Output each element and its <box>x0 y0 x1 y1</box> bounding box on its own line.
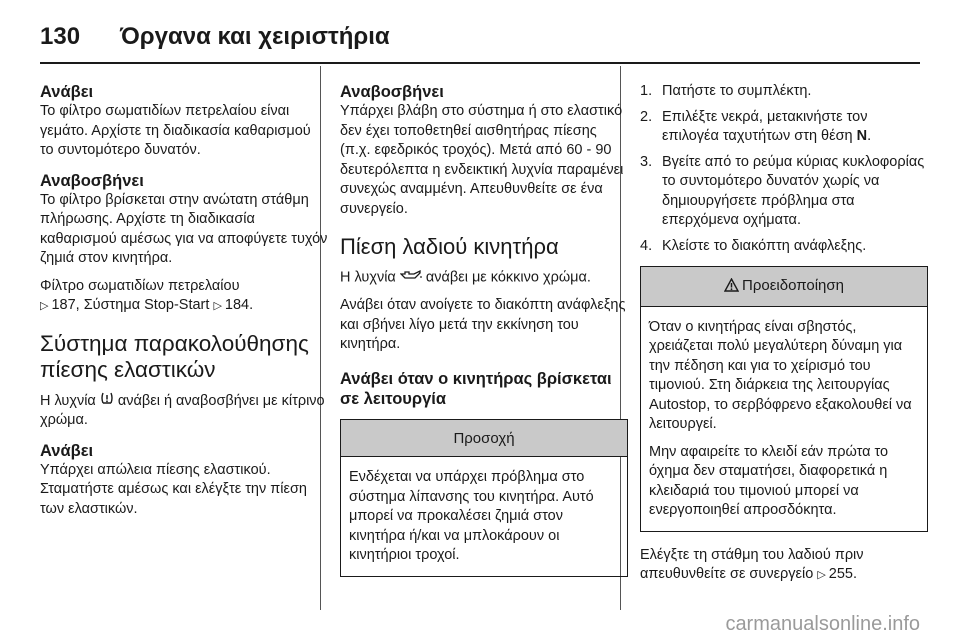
oil-can-icon <box>400 268 422 288</box>
chapter-heading: Πίεση λαδιού κινητήρα <box>340 234 559 259</box>
page-title: Όργανα και χειριστήρια <box>120 23 390 50</box>
paragraph-text: Ελέγξτε τη στάθμη του λαδιού πριν απευθυνθείτε σε συνεργείο <box>640 546 864 582</box>
section-heading: Ανάβει όταν ο κινητήρας βρίσκεται σε λειτουργία <box>340 369 612 408</box>
paragraph: Το φίλτρο σωματιδίων πετρελαίου είναι γεμάτο. Αρχίστε τη διαδικασία καθαρισμού το συντομότερο δυνατόν. <box>40 103 311 158</box>
column-3 <box>640 82 928 586</box>
paragraph-text: ανάβει με κόκκινο χρώμα. <box>425 269 591 286</box>
paragraph-text: Η λυχνία <box>40 392 96 409</box>
list-text: Πατήστε το συμπλέκτη. <box>662 83 812 99</box>
list-number: 1. <box>640 83 653 99</box>
paragraph-text: ανάβει ή αναβοσβήνει με κίτρινο χρώμα. <box>40 392 325 429</box>
gear-position: N <box>856 128 868 144</box>
list-item <box>640 153 928 231</box>
list-text <box>662 108 928 147</box>
paragraph <box>640 546 928 586</box>
reference-paragraph <box>40 277 328 317</box>
section-heading: Ανάβει <box>40 441 94 460</box>
warning-title: Προειδοποίηση <box>742 277 844 294</box>
paragraph: Ανάβει όταν ανοίγετε το διακόπτη ανάφλεξης και σβήνει λίγο μετά την εκκίνηση του κινητήρα. <box>340 297 626 353</box>
page-link[interactable]: 187, Σύστημα Stop-Start <box>51 297 210 313</box>
section-heading: Αναβοσβήνει <box>40 171 144 190</box>
column-1 <box>40 82 328 519</box>
paragraph <box>40 391 328 431</box>
paragraph: Υπάρχει βλάβη στο σύστημα ή στο ελαστικό δεν έχει τοποθετηθεί αισθητήρας πίεσης (π.χ. εφεδρικός τροχός). Μετά από 60 - 90 δευτερόλεπτα η ενδεικτική λυχνία παραμένει συνεχώς αναμμένη. Απευθυνθείτε σε ένα συνεργείο. <box>340 103 624 217</box>
warning-body <box>641 307 927 531</box>
list-text-part: Επιλέξτε νεκρά, μετακινήστε τον επιλογέα ταχυτήτων στη θέση <box>662 108 868 144</box>
paragraph-text: Η λυχνία <box>340 269 396 286</box>
list-text: Βγείτε από το ρεύμα κύριας κυκλοφορίας το συντομότερο δυνατόν χωρίς να δημιουργήσετε πρόβλημα στα επερχόμενα οχήματα. <box>662 153 925 228</box>
list-number: 4. <box>640 237 653 254</box>
page-header <box>40 17 390 57</box>
warning-text: Μην αφαιρείτε το κλειδί εάν πρώτα το όχημα δεν σταματήσει, διαφορετικά η κλειδαριά του τιμονιού μπορεί να ενεργοποιηθεί απροσδόκητα. <box>649 443 889 518</box>
warning-box <box>640 266 928 532</box>
list-number: 2. <box>640 108 653 125</box>
section-heading: Αναβοσβήνει <box>340 83 444 101</box>
chapter-heading: Σύστημα παρακολούθησης πίεσης ελαστικών <box>40 330 309 382</box>
page-link[interactable]: 184. <box>224 297 254 313</box>
list-item <box>640 237 928 257</box>
paragraph: Υπάρχει απώλεια πίεσης ελαστικού. Σταματήστε αμέσως και ελέγξτε την πίεση των ελαστικών. <box>40 461 307 517</box>
list-item <box>640 82 928 102</box>
reference-text: Φίλτρο σωματιδίων πετρελαίου <box>40 277 240 294</box>
list-number: 3. <box>640 153 653 170</box>
caution-box <box>340 419 628 577</box>
warning-text: Όταν ο κινητήρας είναι σβηστός, χρειάζεται πολύ μεγαλύτερη δύναμη για την πέδηση και για το χείρισμό του τιμονιού. Στη διάρκεια της λειτουργίας Autostop, το σερβόφρενο εξακολουθεί να λειτουργεί. <box>649 318 912 432</box>
tire-pressure-icon <box>100 391 114 412</box>
watermark: carmanualsonline.info <box>725 613 920 635</box>
reference-arrow-icon: ▷ <box>817 569 826 581</box>
caution-text: Ενδέχεται να υπάρχει πρόβλημα στο σύστημα λίπανσης του κινητήρα. Αυτό μπορεί να προκαλέσει ζημιά στον κινητήρα ή/και να μπλοκάρουν οι κινητήριοι τροχοί. <box>349 469 594 564</box>
reference-arrow-icon: ▷ <box>40 300 49 312</box>
paragraph: Το φίλτρο βρίσκεται στην ανώτατη στάθμη πλήρωσης. Αρχίστε τη διαδικασία καθαρισμού αμέσως για να αποφύγετε τυχόν ζημιά στον κινητήρα. <box>40 191 328 266</box>
warning-triangle-icon <box>724 278 739 298</box>
header-divider <box>40 62 920 64</box>
section-heading: Ανάβει <box>40 83 94 101</box>
list-text: Κλείστε το διακόπτη ανάφλεξης. <box>662 237 867 254</box>
page-number: 130 <box>40 23 81 50</box>
list-text-part: . <box>867 128 872 144</box>
paragraph <box>340 268 628 288</box>
column-2 <box>340 82 628 577</box>
reference-arrow-icon: ▷ <box>213 300 222 312</box>
page-link[interactable]: 255. <box>828 566 858 582</box>
list-item <box>640 108 928 147</box>
caution-title: Προσοχή <box>341 420 627 458</box>
warning-title-row <box>641 267 927 307</box>
